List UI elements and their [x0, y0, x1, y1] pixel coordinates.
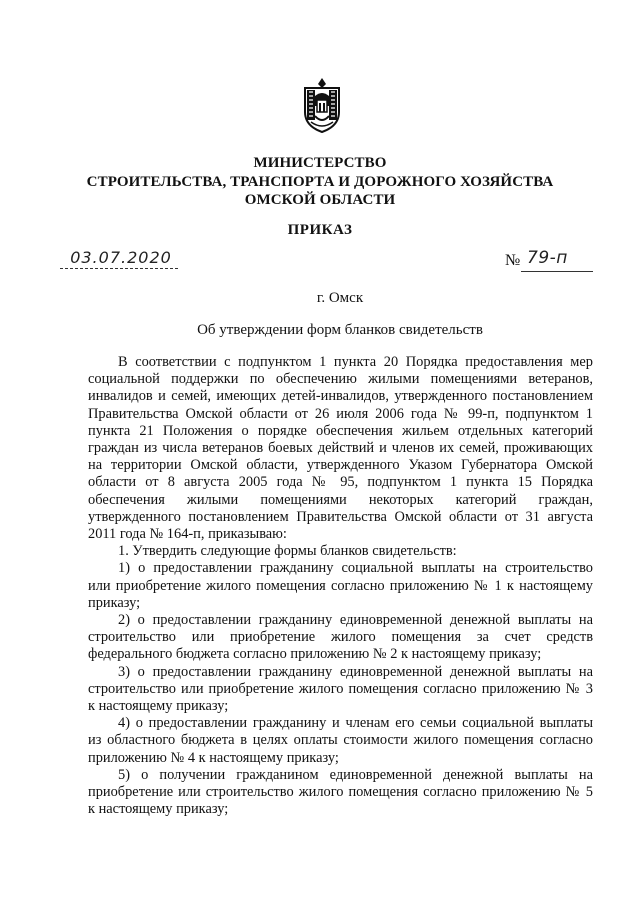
number-underline [521, 271, 593, 272]
order-number: 79-п [527, 248, 568, 268]
body-line: приложению № 4 к настоящему приказу; [88, 749, 339, 766]
city: г. Омск [316, 290, 364, 306]
body-line: строительство или приобретение жилого помещения за счет средств [88, 629, 593, 646]
body-line: 3) о предоставлении гражданину единовременной денежной выплаты на [118, 663, 593, 680]
body-line: федерального бюджета согласно приложению № 2 к настоящему приказу; [88, 646, 542, 663]
ministry-title-line-3: ОМСКОЙ ОБЛАСТИ [244, 192, 396, 208]
body-line: утвержденного постановлением Правительства Омской области от 31 августа [88, 508, 593, 525]
document-body [88, 354, 593, 818]
body-line: или приобретение жилого помещения согласно приложению № 1 к настоящему [88, 577, 593, 594]
body-line: к настоящему приказу; [88, 801, 229, 818]
body-line: приказу; [88, 594, 141, 611]
ministry-title-line-2: СТРОИТЕЛЬСТВА, ТРАНСПОРТА И ДОРОЖНОГО ХОЗЯЙСТВА [86, 174, 554, 190]
order-title: ПРИКАЗ [287, 222, 353, 238]
body-line: области от 8 августа 2005 года № 95, подпунктом 1 пункта 15 Порядка [88, 474, 593, 491]
body-line: граждан из числа ветеранов боевых действий и членов их семей, проживающих [88, 440, 593, 457]
body-line: к настоящему приказу; [88, 698, 229, 715]
body-line: строительство или приобретение жилого помещения согласно приложению № 3 [88, 680, 593, 697]
body-line: 5) о получении гражданином единовременной денежной выплаты на [118, 766, 593, 783]
body-line: инвалидов и семей, имеющих детей-инвалидов, утвержденного постановлением [88, 388, 593, 405]
body-line: 1. Утвердить следующие формы бланков свидетельств: [118, 543, 457, 560]
body-line: 4) о предоставлении гражданину и членам его семьи социальной выплаты [118, 715, 593, 732]
body-line: из областного бюджета в целях оплаты стоимости жилого помещения согласно [88, 732, 593, 749]
body-line: Правительства Омской области от 26 июля 2006 года № 99-п, подпунктом 1 [88, 405, 593, 422]
body-line: пункта 21 Положения о порядке обеспечения жильем отдельных категорий [88, 422, 593, 439]
body-line: приобретение или строительство жилого помещения согласно приложению № 5 [88, 784, 593, 801]
document-subject: Об утверждении форм бланков свидетельств [197, 322, 483, 338]
body-line: обеспечения жилыми помещениями некоторых категорий граждан, [88, 491, 593, 508]
body-line: социальной поддержки по обеспечению жилыми помещениями ветеранов, [88, 371, 593, 388]
ministry-title-line-1: МИНИСТЕРСТВО [253, 155, 387, 171]
omsk-coat-of-arms-icon [299, 76, 345, 134]
body-line: В соответствии с подпунктом 1 пункта 20 Порядка предоставления мер [118, 354, 593, 370]
body-line: 2) о предоставлении гражданину единовременной денежной выплаты на [118, 612, 593, 629]
body-line: 2011 года № 164-п, приказываю: [88, 526, 287, 543]
body-line: 1) о предоставлении гражданину социальной выплаты на строительство [118, 560, 593, 577]
order-date: 03.07.2020 [70, 248, 172, 267]
date-underline [60, 268, 178, 269]
order-number-label: № [505, 252, 521, 269]
body-line: на территории Омской области, утвержденного Указом Губернатора Омской [88, 457, 593, 474]
